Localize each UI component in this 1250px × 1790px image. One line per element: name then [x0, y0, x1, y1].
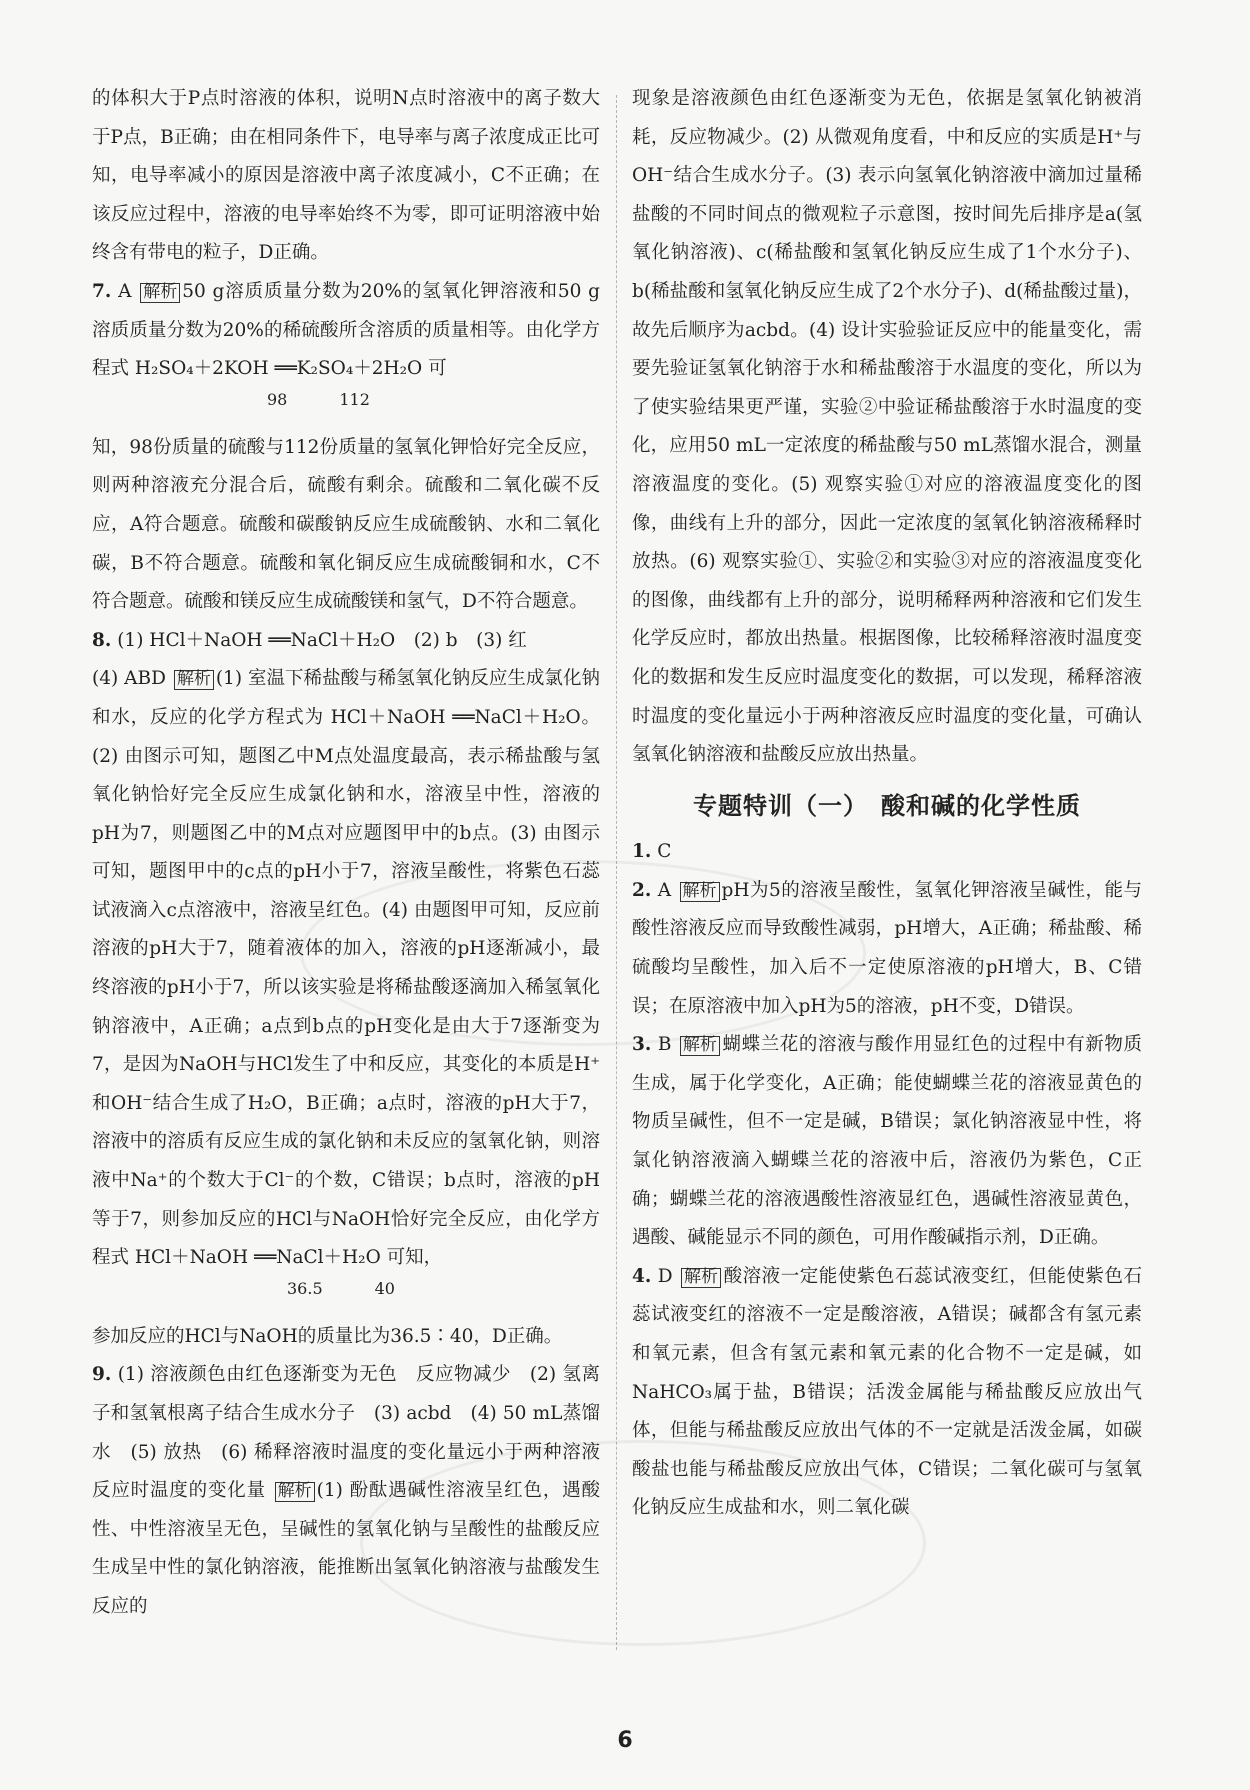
mass-ratio-row [92, 389, 600, 429]
question-1 [632, 833, 1142, 872]
section-title: 专题特训（一） 酸和碱的化学性质 [693, 791, 1081, 820]
analysis-text: 蝴蝶兰花的溶液与酸作用显红色的过程中有新物质生成，属于化学变化，A正确；能使蝴蝶兰花的溶液显黄色的物质呈碱性，但不一定是碱，B错误；氯化钠溶液显中性，将氯化钠溶液滴入蝴蝶兰花的溶液中后，溶液仍为紫色，C正确；蝴蝶兰花的溶液遇酸性溶液显红色，遇碱性溶液显黄色，遇酸、碱能显示不同的颜色，可用作酸碱指示剂，D正确。 [632, 1034, 1142, 1249]
analysis-text: (1) 酚酞遇碱性溶液呈红色，遇酸性、中性溶液呈无色，呈碱性的氢氧化钠与呈酸性的盐酸反应生成呈中性的氯化钠溶液，能推断出氢氧化钠溶液与盐酸发生反应的 [92, 1480, 600, 1617]
mass-value: 36.5 [287, 1278, 323, 1298]
watermark-ring [300, 860, 866, 1046]
analysis-tag: 解析 [140, 283, 180, 303]
mass-value: 112 [339, 389, 370, 409]
answer-text: (1) 溶液颜色由红色逐渐变为无色 反应物减少 (2) 氢离子和氢氧根离子结合生成水分子 (3) acbd (4) 50 mL蒸馏水 (5) 放热 (6) 稀释溶液时温度的变化量远小于两种溶液反应时温度的变化量 [92, 1364, 600, 1502]
analysis-text: 50 g溶质质量分数为20%的氢氧化钾溶液和50 g溶质质量分数为20%的稀硫酸所含溶质的质量相等。由化学方程式 H₂SO₄＋2KOH ══K₂SO₄＋2H₂O 可 [92, 280, 600, 380]
analysis-tag: 解析 [681, 1268, 721, 1288]
answer-letter: C [657, 841, 672, 863]
analysis-text-continued: 参加反应的HCl与NaOH的质量比为36.5∶40，D正确。 [92, 1325, 563, 1347]
watermark-ring [360, 1440, 926, 1646]
answer-letter: B [657, 1034, 672, 1056]
analysis-tag: 解析 [174, 670, 214, 690]
answer-text: (1) HCl＋NaOH ══NaCl＋H₂O (2) b (3) 红 [117, 629, 527, 651]
analysis-text-continued: 知，98份质量的硫酸与112份质量的氢氧化钾恰好完全反应，则两种溶液充分混合后，硫酸有剩余。硫酸和二氧化碳不反应，A符合题意。硫酸和碳酸钠反应生成硫酸钠、水和二氧化碳，B不符合题意。硫酸和氧化铜反应生成硫酸铜和水，C不符合题意。硫酸和镁反应生成硫酸镁和氢气，D不符合题意。 [92, 436, 600, 613]
question-number: 8. [92, 629, 112, 651]
analysis-tag: 解析 [275, 1482, 315, 1502]
mass-value: 98 [267, 389, 288, 409]
question-3 [632, 1026, 1142, 1258]
analysis-text: 酸溶液一定能使紫色石蕊试液变红，但能使紫色石蕊试液变红的溶液不一定是酸溶液，A错误；碱都含有氢元素和氧元素，但含有氢元素和氧元素的化合物不一定是碱，如NaHCO₃属于盐，B错误；活泼金属能与稀盐酸反应放出气体，但能与稀盐酸反应放出气体的不一定就是活泼金属，如碳酸盐也能与稀盐酸反应放出气体，C错误；二氧化碳可与氢氧化钠反应生成盐和水，则二氧化碳 [632, 1265, 1142, 1519]
question-number: 2. [632, 879, 652, 901]
question-number: 3. [632, 1034, 652, 1056]
answer-letter: A [657, 879, 672, 901]
mass-ratio-row [92, 1278, 600, 1318]
question-number: 4. [632, 1265, 652, 1287]
mass-value: 40 [374, 1278, 395, 1298]
analysis-text: (1) 室温下稀盐酸与稀氢氧化钠反应生成氯化钠和水，反应的化学方程式为 HCl＋NaOH ══NaCl＋H₂O。(2) 由图示可知，题图乙中M点处温度最高，表示稀盐酸与氢氧化钠恰好完全反应生成氯化钠和水，溶液呈中性，溶液的pH为7，则题图乙中的M点对应题图甲中的b点。(3) 由图示可知，题图甲中的c点的pH小于7，溶液呈酸性，将紫色石蕊试液滴入c点溶液中，溶液呈红色。(4) 由题图甲可知，反应前溶液的pH大于7，随着液体的加入，溶液的pH逐渐减小，最终溶液的pH小于7，所以该实验是将稀盐酸逐滴加入稀氢氧化钠溶液中，A正确；a点到b点的pH变化是由大于7逐渐变为7，是因为NaOH与HCl发生了中和反应，其变化的本质是H⁺和OH⁻结合生成了H₂O，B正确；a点时，溶液的pH大于7，溶液中的溶质有反应生成的氯化钠和未反应的氢氧化钠，则溶液中Na⁺的个数大于Cl⁻的个数，C错误；b点时，溶液的pH等于7，则参加反应的HCl与NaOH恰好完全反应，由化学方程式 HCl＋NaOH ══NaCl＋H₂O 可知， [92, 668, 600, 1269]
question-number: 9. [92, 1364, 112, 1386]
answer-text: (4) ABD [92, 668, 166, 690]
analysis-text: pH为5的溶液呈酸性，氢氧化钾溶液呈碱性，能与酸性溶液反应而导致酸性减弱，pH增大，A正确；稀盐酸、稀硫酸均呈酸性，加入后不一定使原溶液的pH增大，B、C错误；在原溶液中加入pH为5的溶液，pH不变，D错误。 [632, 879, 1143, 1017]
page-number: 6 [617, 1728, 633, 1753]
right-column [632, 80, 1142, 1528]
question-number: 1. [632, 841, 652, 863]
answer-letter: D [657, 1265, 673, 1287]
question-7 [92, 273, 600, 389]
answer-letter: A [118, 280, 132, 302]
left-column [92, 80, 600, 1627]
right-paragraph-continued: 现象是溶液颜色由红色逐渐变为无色，依据是氢氧化钠被消耗，反应物减少。(2) 从微观角度看，中和反应的实质是H⁺与OH⁻结合生成水分子。(3) 表示向氢氧化钠溶液中滴加过量稀盐酸的不同时间点的微观粒子示意图，按时间先后排序是a(氢氧化钠溶液)、c(稀盐酸和氢氧化钠反应生成了1个水分子)、b(稀盐酸和氢氧化钠反应生成了2个水分子)、d(稀盐酸过量)，故先后顺序为acbd。(4) 设计实验验证反应中的能量变化，需要先验证氢氧化钠溶于水和稀盐酸溶于水温度的变化，所以为了使实验结果更严谨，实验②中验证稀盐酸溶于水时温度的变化，应用50 mL一定浓度的稀盐酸与50 mL蒸馏水混合，测量溶液温度的变化。(5) 观察实验①对应的溶液温度变化的图像，曲线有上升的部分，因此一定浓度的氢氧化钠溶液稀释时放热。(6) 观察实验①、实验②和实验③对应的溶液温度变化的图像，曲线都有上升的部分，说明稀释两种溶液和它们发生化学反应时，都放出热量。根据图像，比较稀释溶液时温度变化的数据和发生反应时温度变化的数据，可以发现，稀释溶液时温度的变化量远小于两种溶液反应时温度的变化量，可确认氢氧化钠溶液和盐酸反应放出热量。 [632, 88, 1142, 766]
analysis-tag: 解析 [680, 882, 720, 902]
analysis-tag: 解析 [680, 1036, 720, 1056]
left-paragraph-continued: 的体积大于P点时溶液的体积，说明N点时溶液中的离子数大于P点，B正确；由在相同条件下，电导率与离子浓度成正比可知，电导率减小的原因是溶液中离子浓度减小，C不正确；在该反应过程中，溶液的电导率始终不为零，即可证明溶液中始终含有带电的粒子，D正确。 [92, 88, 600, 264]
question-number: 7. [92, 280, 112, 302]
